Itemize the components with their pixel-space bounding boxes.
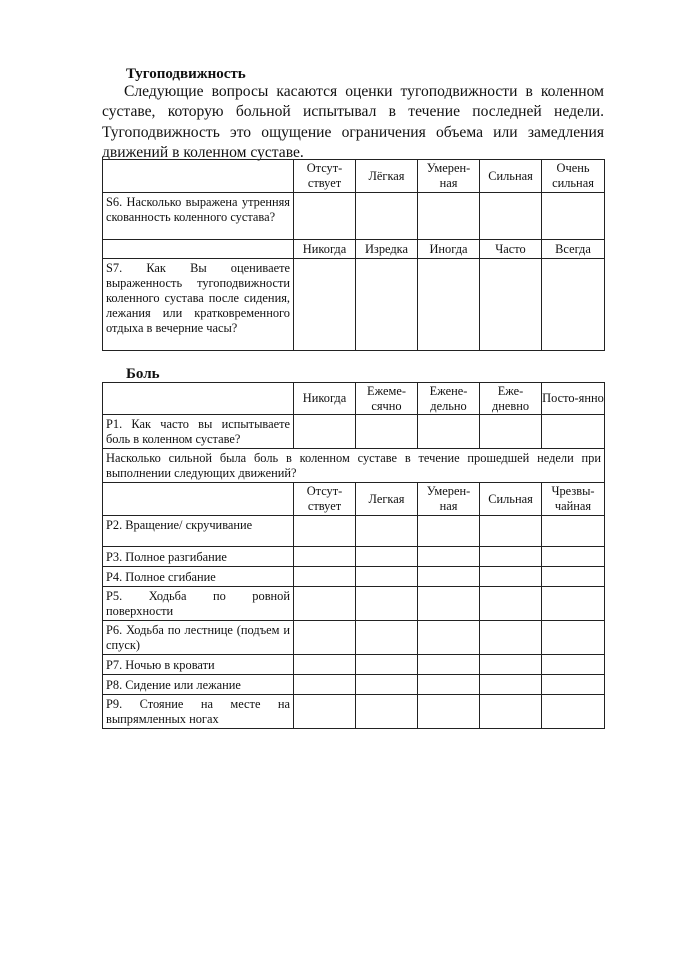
answer-cell[interactable]: [542, 695, 605, 729]
answer-cell[interactable]: [480, 193, 542, 240]
scale-header-cell: Никогда: [294, 240, 356, 259]
answer-cell[interactable]: [542, 655, 605, 675]
question-row-p9: [103, 695, 605, 729]
answer-cell[interactable]: [356, 655, 418, 675]
blank-header-cell: [103, 383, 294, 415]
answer-cell[interactable]: [356, 587, 418, 621]
question-text: P4. Полное сгибание: [103, 567, 294, 587]
question-row-p4: [103, 567, 605, 587]
question-row-p8: [103, 675, 605, 695]
question-row-s6: [103, 193, 605, 240]
answer-cell[interactable]: [356, 516, 418, 547]
pain-table: [102, 382, 605, 729]
answer-cell[interactable]: [418, 567, 480, 587]
answer-cell[interactable]: [480, 621, 542, 655]
answer-cell[interactable]: [480, 415, 542, 449]
question-text: P6. Ходьба по лестнице (подъем и спуск): [103, 621, 294, 655]
scale-header-cell: Сильная: [480, 160, 542, 193]
answer-cell[interactable]: [294, 567, 356, 587]
answer-cell[interactable]: [480, 587, 542, 621]
answer-cell[interactable]: [480, 675, 542, 695]
answer-cell[interactable]: [418, 587, 480, 621]
answer-cell[interactable]: [294, 587, 356, 621]
answer-cell[interactable]: [356, 695, 418, 729]
stiffness-scale-header-b: [103, 240, 605, 259]
question-text: S7. Как Вы оцениваете выраженность тугоподвижности коленного сустава после сидения, лежания или кратковременного отдыха в вечерние часы?: [103, 259, 294, 351]
scale-header-cell: Лёгкая: [356, 160, 418, 193]
question-text: S6. Насколько выражена утренняя скованность коленного сустава?: [103, 193, 294, 240]
answer-cell[interactable]: [356, 621, 418, 655]
answer-cell[interactable]: [480, 567, 542, 587]
question-row-p7: [103, 655, 605, 675]
answer-cell[interactable]: [356, 547, 418, 567]
answer-cell[interactable]: [356, 193, 418, 240]
answer-cell[interactable]: [418, 415, 480, 449]
answer-cell[interactable]: [542, 415, 605, 449]
scale-header-cell: Очень сильная: [542, 160, 605, 193]
answer-cell[interactable]: [356, 415, 418, 449]
stiffness-intro-text: Следующие вопросы касаются оценки тугоподвижности в коленном суставе, которую больной испытывал в течение последней недели. Тугоподвижность это ощущение ограничения объема или замедления движений в коленном суставе.: [102, 83, 604, 161]
answer-cell[interactable]: [542, 621, 605, 655]
pain-scale-header-a: [103, 383, 605, 415]
pain-section-title: Боль: [126, 366, 160, 382]
stiffness-intro-paragraph: [102, 82, 604, 163]
question-text: P2. Вращение/ скручивание: [103, 516, 294, 547]
answer-cell[interactable]: [356, 259, 418, 351]
blank-header-cell: [103, 160, 294, 193]
question-row-p1: [103, 415, 605, 449]
scale-header-cell: Умерен-ная: [418, 160, 480, 193]
answer-cell[interactable]: [418, 675, 480, 695]
answer-cell[interactable]: [418, 547, 480, 567]
question-row-p5: [103, 587, 605, 621]
question-row-p3: [103, 547, 605, 567]
scale-header-cell: Никогда: [294, 383, 356, 415]
instruction-text: Насколько сильной была боль в коленном суставе в течение прошедшей недели при выполнении следующих движений?: [103, 449, 605, 483]
answer-cell[interactable]: [418, 695, 480, 729]
answer-cell[interactable]: [480, 547, 542, 567]
answer-cell[interactable]: [542, 567, 605, 587]
scale-header-cell: Отсут-ствует: [294, 483, 356, 516]
answer-cell[interactable]: [480, 655, 542, 675]
answer-cell[interactable]: [542, 516, 605, 547]
question-row-s7: [103, 259, 605, 351]
question-text: P7. Ночью в кровати: [103, 655, 294, 675]
question-text: P3. Полное разгибание: [103, 547, 294, 567]
question-row-p2: [103, 516, 605, 547]
answer-cell[interactable]: [294, 415, 356, 449]
answer-cell[interactable]: [418, 516, 480, 547]
question-text: P1. Как часто вы испытываете боль в коленном суставе?: [103, 415, 294, 449]
scale-header-cell: Часто: [480, 240, 542, 259]
question-text: P5. Ходьба по ровной поверхности: [103, 587, 294, 621]
answer-cell[interactable]: [480, 259, 542, 351]
scale-header-cell: Чрезвы-чайная: [542, 483, 605, 516]
answer-cell[interactable]: [418, 193, 480, 240]
scale-header-cell: Еженe-дельно: [418, 383, 480, 415]
pain-scale-header-b: [103, 483, 605, 516]
answer-cell[interactable]: [418, 621, 480, 655]
stiffness-scale-header-a: [103, 160, 605, 193]
answer-cell[interactable]: [294, 675, 356, 695]
answer-cell[interactable]: [542, 193, 605, 240]
answer-cell[interactable]: [294, 655, 356, 675]
scale-header-cell: Всегда: [542, 240, 605, 259]
scale-header-cell: Иногда: [418, 240, 480, 259]
answer-cell[interactable]: [418, 259, 480, 351]
scale-header-cell: Умерен-ная: [418, 483, 480, 516]
answer-cell[interactable]: [356, 567, 418, 587]
blank-header-cell: [103, 483, 294, 516]
answer-cell[interactable]: [294, 621, 356, 655]
answer-cell[interactable]: [294, 547, 356, 567]
answer-cell[interactable]: [294, 193, 356, 240]
scale-header-cell: Посто-янно: [542, 383, 605, 415]
answer-cell[interactable]: [542, 675, 605, 695]
answer-cell[interactable]: [294, 516, 356, 547]
question-text: P8. Сидение или лежание: [103, 675, 294, 695]
scale-header-cell: Изредка: [356, 240, 418, 259]
blank-header-cell: [103, 240, 294, 259]
answer-cell[interactable]: [542, 587, 605, 621]
answer-cell[interactable]: [294, 259, 356, 351]
scale-header-cell: Легкая: [356, 483, 418, 516]
scale-header-cell: Отсут-ствует: [294, 160, 356, 193]
question-row-p6: [103, 621, 605, 655]
scale-header-cell: Ежеме-сячно: [356, 383, 418, 415]
scale-header-cell: Сильная: [480, 483, 542, 516]
scale-header-cell: Еже-дневно: [480, 383, 542, 415]
question-text: P9. Стояние на месте на выпрямленных ногах: [103, 695, 294, 729]
answer-cell[interactable]: [542, 259, 605, 351]
answer-cell[interactable]: [418, 655, 480, 675]
stiffness-table: [102, 159, 605, 351]
answer-cell[interactable]: [294, 695, 356, 729]
answer-cell[interactable]: [480, 695, 542, 729]
answer-cell[interactable]: [542, 547, 605, 567]
answer-cell[interactable]: [356, 675, 418, 695]
instruction-row: [103, 449, 605, 483]
stiffness-section-title: Тугоподвижность: [126, 66, 246, 82]
answer-cell[interactable]: [480, 516, 542, 547]
